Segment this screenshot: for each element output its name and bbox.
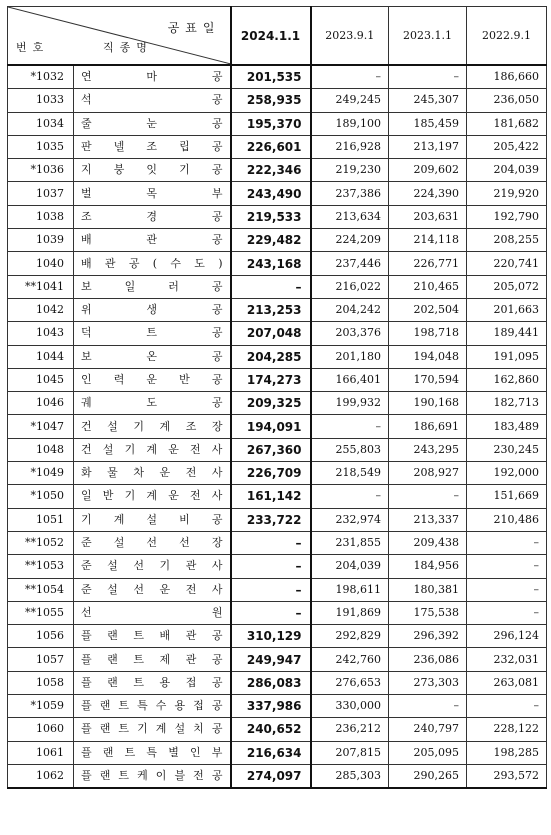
- job-name-cell: [74, 298, 231, 321]
- table-row: [8, 392, 547, 415]
- job-name-text: 석 공: [81, 93, 223, 107]
- job-name-text: 판 넬 조 립 공: [81, 140, 223, 154]
- wage-2024-1-1-cell: 240,652: [231, 718, 311, 741]
- table-row: [8, 741, 547, 764]
- wage-2023-9-1-cell: 219,230: [311, 159, 389, 182]
- wage-2024-1-1-cell: 258,935: [231, 89, 311, 112]
- wage-2024-1-1-cell: 194,091: [231, 415, 311, 438]
- wage-table-container: [7, 6, 546, 789]
- table-row: [8, 648, 547, 671]
- wage-2024-1-1-cell: 243,490: [231, 182, 311, 205]
- job-name-text: 배 관 공: [81, 233, 223, 247]
- wage-2023-9-1-cell: 216,928: [311, 135, 389, 158]
- table-row: [8, 485, 547, 508]
- job-name-text: 화 물 차 운 전 사: [81, 466, 223, 480]
- wage-2023-1-1-cell: 213,337: [389, 508, 467, 531]
- job-name-text: 기 계 설 비 공: [81, 512, 223, 526]
- wage-table: [7, 6, 547, 789]
- wage-2024-1-1-cell: –: [231, 578, 311, 601]
- wage-2023-1-1-cell: 209,438: [389, 531, 467, 554]
- job-name-text: 줄 눈 공: [81, 116, 223, 130]
- table-row: [8, 135, 547, 158]
- wage-2023-9-1-cell: 213,634: [311, 205, 389, 228]
- job-code-cell: 1043: [8, 322, 74, 345]
- wage-2024-1-1-cell: –: [231, 275, 311, 298]
- wage-2024-1-1-cell: –: [231, 601, 311, 624]
- job-name-cell: [74, 89, 231, 112]
- job-name-cell: [74, 718, 231, 741]
- wage-2022-9-1-cell: 205,422: [467, 135, 547, 158]
- header-diagonal-cell: [8, 7, 231, 66]
- job-name-cell: [74, 601, 231, 624]
- wage-2022-9-1-cell: 210,486: [467, 508, 547, 531]
- job-code-cell: *1036: [8, 159, 74, 182]
- job-name-cell: [74, 392, 231, 415]
- job-name-text: 플 랜 트 용 접 공: [81, 675, 223, 689]
- wage-2023-9-1-cell: 285,303: [311, 764, 389, 788]
- wage-2023-9-1-cell: 330,000: [311, 695, 389, 718]
- wage-2022-9-1-cell: 186,660: [467, 65, 547, 89]
- job-name-cell: [74, 648, 231, 671]
- wage-2022-9-1-cell: 182,713: [467, 392, 547, 415]
- wage-2023-9-1-cell: 276,653: [311, 671, 389, 694]
- wage-2023-1-1-cell: 243,295: [389, 438, 467, 461]
- table-row: [8, 555, 547, 578]
- wage-2023-1-1-cell: 224,390: [389, 182, 467, 205]
- job-code-cell: 1034: [8, 112, 74, 135]
- wage-2023-9-1-cell: 249,245: [311, 89, 389, 112]
- wage-2024-1-1-cell: –: [231, 555, 311, 578]
- table-row: [8, 275, 547, 298]
- job-name-cell: [74, 182, 231, 205]
- wage-2022-9-1-cell: 208,255: [467, 229, 547, 252]
- job-code-cell: 1046: [8, 392, 74, 415]
- job-code-cell: *1049: [8, 462, 74, 485]
- wage-2023-1-1-cell: 203,631: [389, 205, 467, 228]
- column-header-2023-1-1: 2023.1.1: [389, 7, 467, 66]
- wage-2024-1-1-cell: 207,048: [231, 322, 311, 345]
- job-name-cell: [74, 578, 231, 601]
- wage-2022-9-1-cell: 236,050: [467, 89, 547, 112]
- job-name-text: 보 일 러 공: [81, 279, 223, 293]
- table-row: [8, 764, 547, 788]
- job-code-cell: 1051: [8, 508, 74, 531]
- job-name-cell: [74, 229, 231, 252]
- job-name-cell: [74, 135, 231, 158]
- wage-2023-1-1-cell: 170,594: [389, 368, 467, 391]
- wage-2023-9-1-cell: 237,386: [311, 182, 389, 205]
- table-row: [8, 508, 547, 531]
- wage-2024-1-1-cell: 213,253: [231, 298, 311, 321]
- job-code-cell: 1056: [8, 625, 74, 648]
- table-row: [8, 368, 547, 391]
- wage-2024-1-1-cell: 337,986: [231, 695, 311, 718]
- table-row: [8, 322, 547, 345]
- wage-2022-9-1-cell: 191,095: [467, 345, 547, 368]
- job-name-text: 준 설 선 운 전 사: [81, 582, 223, 596]
- job-code-cell: 1048: [8, 438, 74, 461]
- job-code-cell: 1037: [8, 182, 74, 205]
- job-name-text: 궤 도 공: [81, 396, 223, 410]
- wage-2022-9-1-cell: 220,741: [467, 252, 547, 275]
- job-code-cell: 1033: [8, 89, 74, 112]
- wage-2023-1-1-cell: –: [389, 65, 467, 89]
- number-column-label: 번호: [16, 41, 50, 54]
- table-row: [8, 695, 547, 718]
- job-name-text: 연 마 공: [81, 70, 223, 84]
- job-name-column-label: 직종명: [103, 41, 153, 54]
- wage-2024-1-1-cell: 222,346: [231, 159, 311, 182]
- table-row: [8, 531, 547, 554]
- job-name-cell: [74, 415, 231, 438]
- wage-2023-9-1-cell: 242,760: [311, 648, 389, 671]
- wage-2024-1-1-cell: 226,601: [231, 135, 311, 158]
- job-name-cell: [74, 205, 231, 228]
- wage-2023-9-1-cell: 218,549: [311, 462, 389, 485]
- wage-2023-1-1-cell: 214,118: [389, 229, 467, 252]
- job-name-cell: [74, 65, 231, 89]
- job-code-cell: **1041: [8, 275, 74, 298]
- wage-2022-9-1-cell: 192,790: [467, 205, 547, 228]
- wage-2022-9-1-cell: –: [467, 578, 547, 601]
- job-code-cell: *1047: [8, 415, 74, 438]
- job-code-cell: **1055: [8, 601, 74, 624]
- wage-2023-1-1-cell: 175,538: [389, 601, 467, 624]
- wage-2023-1-1-cell: 273,303: [389, 671, 467, 694]
- wage-2024-1-1-cell: 286,083: [231, 671, 311, 694]
- wage-2024-1-1-cell: 267,360: [231, 438, 311, 461]
- table-row: [8, 718, 547, 741]
- column-header-2023-9-1: 2023.9.1: [311, 7, 389, 66]
- job-name-cell: [74, 368, 231, 391]
- table-row: [8, 89, 547, 112]
- job-name-text: 인 력 운 반 공: [81, 373, 223, 386]
- wage-2023-9-1-cell: 203,376: [311, 322, 389, 345]
- wage-2022-9-1-cell: –: [467, 555, 547, 578]
- table-row: [8, 625, 547, 648]
- job-name-text: 위 생 공: [81, 303, 223, 317]
- job-name-text: 플 랜 트 제 관 공: [81, 652, 223, 666]
- job-code-cell: 1042: [8, 298, 74, 321]
- table-row: [8, 462, 547, 485]
- wage-2023-1-1-cell: 245,307: [389, 89, 467, 112]
- wage-2023-1-1-cell: 184,956: [389, 555, 467, 578]
- announce-date-label: 공표일: [167, 21, 221, 35]
- wage-2023-1-1-cell: 209,602: [389, 159, 467, 182]
- wage-2023-9-1-cell: 166,401: [311, 368, 389, 391]
- wage-2024-1-1-cell: 216,634: [231, 741, 311, 764]
- wage-2024-1-1-cell: 174,273: [231, 368, 311, 391]
- wage-2023-9-1-cell: 216,022: [311, 275, 389, 298]
- job-code-cell: *1050: [8, 485, 74, 508]
- job-name-cell: [74, 764, 231, 788]
- job-code-cell: *1059: [8, 695, 74, 718]
- wage-2022-9-1-cell: 192,000: [467, 462, 547, 485]
- job-name-cell: [74, 625, 231, 648]
- wage-2022-9-1-cell: 198,285: [467, 741, 547, 764]
- job-code-cell: **1053: [8, 555, 74, 578]
- table-row: [8, 182, 547, 205]
- wage-2022-9-1-cell: –: [467, 531, 547, 554]
- wage-2022-9-1-cell: 205,072: [467, 275, 547, 298]
- job-name-text: 건 설 기 계 운 전 사: [81, 442, 223, 456]
- job-name-cell: [74, 438, 231, 461]
- wage-2023-9-1-cell: –: [311, 415, 389, 438]
- job-name-text: 배 관 공 ( 수 도 ): [81, 256, 223, 270]
- job-name-text: 일 반 기 계 운 전 사: [81, 489, 223, 503]
- wage-2023-9-1-cell: 204,242: [311, 298, 389, 321]
- wage-2023-9-1-cell: 204,039: [311, 555, 389, 578]
- wage-2022-9-1-cell: 183,489: [467, 415, 547, 438]
- table-row: [8, 601, 547, 624]
- table-row: [8, 298, 547, 321]
- wage-2023-9-1-cell: –: [311, 65, 389, 89]
- wage-2022-9-1-cell: 181,682: [467, 112, 547, 135]
- table-row: [8, 671, 547, 694]
- wage-2024-1-1-cell: 195,370: [231, 112, 311, 135]
- wage-2023-1-1-cell: 180,381: [389, 578, 467, 601]
- wage-2023-9-1-cell: –: [311, 485, 389, 508]
- wage-2023-1-1-cell: 198,718: [389, 322, 467, 345]
- wage-2022-9-1-cell: 230,245: [467, 438, 547, 461]
- wage-2023-9-1-cell: 224,209: [311, 229, 389, 252]
- job-name-text: 조 경 공: [81, 209, 223, 223]
- wage-2022-9-1-cell: 162,860: [467, 368, 547, 391]
- wage-2022-9-1-cell: 263,081: [467, 671, 547, 694]
- wage-2022-9-1-cell: –: [467, 695, 547, 718]
- wage-2023-1-1-cell: 210,465: [389, 275, 467, 298]
- job-name-cell: [74, 112, 231, 135]
- job-name-cell: [74, 275, 231, 298]
- wage-2023-1-1-cell: 190,168: [389, 392, 467, 415]
- wage-2024-1-1-cell: 226,709: [231, 462, 311, 485]
- wage-2023-1-1-cell: –: [389, 485, 467, 508]
- job-code-cell: 1057: [8, 648, 74, 671]
- wage-2024-1-1-cell: 274,097: [231, 764, 311, 788]
- wage-2024-1-1-cell: 249,947: [231, 648, 311, 671]
- job-name-cell: [74, 671, 231, 694]
- wage-2024-1-1-cell: 229,482: [231, 229, 311, 252]
- job-name-cell: [74, 322, 231, 345]
- job-name-cell: [74, 345, 231, 368]
- wage-2022-9-1-cell: 296,124: [467, 625, 547, 648]
- wage-2024-1-1-cell: 310,129: [231, 625, 311, 648]
- wage-2022-9-1-cell: 293,572: [467, 764, 547, 788]
- wage-2023-9-1-cell: 207,815: [311, 741, 389, 764]
- job-name-text: 보 온 공: [81, 349, 223, 363]
- job-code-cell: **1054: [8, 578, 74, 601]
- job-code-cell: **1052: [8, 531, 74, 554]
- table-body: [8, 7, 547, 789]
- wage-2023-1-1-cell: –: [389, 695, 467, 718]
- job-name-cell: [74, 531, 231, 554]
- table-row: [8, 415, 547, 438]
- job-name-cell: [74, 252, 231, 275]
- wage-2024-1-1-cell: 161,142: [231, 485, 311, 508]
- wage-2022-9-1-cell: 228,122: [467, 718, 547, 741]
- job-name-text: 벌 목 부: [81, 186, 223, 200]
- table-row: [8, 205, 547, 228]
- table-header-row: [8, 7, 547, 66]
- table-row: [8, 252, 547, 275]
- job-name-cell: [74, 555, 231, 578]
- column-header-2024-1-1: 2024.1.1: [231, 7, 311, 66]
- job-name-text: 플 랜 트 특 별 인 부: [81, 745, 223, 759]
- wage-2023-9-1-cell: 191,869: [311, 601, 389, 624]
- wage-2023-9-1-cell: 201,180: [311, 345, 389, 368]
- job-name-text: 플 랜 트 배 관 공: [81, 629, 223, 643]
- job-name-text: 플 랜 트 특 수 용 접 공: [81, 699, 223, 713]
- wage-2023-9-1-cell: 189,100: [311, 112, 389, 135]
- wage-2023-1-1-cell: 213,197: [389, 135, 467, 158]
- job-name-text: 건 설 기 계 조 장: [81, 419, 223, 433]
- job-name-cell: [74, 741, 231, 764]
- job-code-cell: 1060: [8, 718, 74, 741]
- job-name-cell: [74, 462, 231, 485]
- wage-2023-9-1-cell: 198,611: [311, 578, 389, 601]
- table-row: [8, 578, 547, 601]
- job-name-cell: [74, 485, 231, 508]
- wage-2023-1-1-cell: 208,927: [389, 462, 467, 485]
- job-name-cell: [74, 508, 231, 531]
- wage-2023-9-1-cell: 231,855: [311, 531, 389, 554]
- wage-2024-1-1-cell: –: [231, 531, 311, 554]
- job-code-cell: 1040: [8, 252, 74, 275]
- job-code-cell: 1061: [8, 741, 74, 764]
- wage-2023-1-1-cell: 202,504: [389, 298, 467, 321]
- wage-2022-9-1-cell: 189,441: [467, 322, 547, 345]
- wage-2024-1-1-cell: 243,168: [231, 252, 311, 275]
- job-code-cell: 1038: [8, 205, 74, 228]
- job-name-text: 플 랜 트 케 이 블 전 공: [81, 769, 223, 783]
- job-name-text: 준 설 선 선 장: [81, 536, 223, 550]
- job-name-text: 선 원: [81, 605, 223, 619]
- wage-2023-1-1-cell: 194,048: [389, 345, 467, 368]
- job-code-cell: 1058: [8, 671, 74, 694]
- wage-2024-1-1-cell: 219,533: [231, 205, 311, 228]
- wage-2022-9-1-cell: –: [467, 601, 547, 624]
- job-code-cell: 1044: [8, 345, 74, 368]
- wage-2023-9-1-cell: 236,212: [311, 718, 389, 741]
- wage-2023-9-1-cell: 255,803: [311, 438, 389, 461]
- column-header-2022-9-1: 2022.9.1: [467, 7, 547, 66]
- job-name-cell: [74, 159, 231, 182]
- wage-2024-1-1-cell: 204,285: [231, 345, 311, 368]
- job-code-cell: 1045: [8, 368, 74, 391]
- table-row: [8, 229, 547, 252]
- wage-2022-9-1-cell: 204,039: [467, 159, 547, 182]
- wage-2024-1-1-cell: 209,325: [231, 392, 311, 415]
- wage-2023-1-1-cell: 186,691: [389, 415, 467, 438]
- wage-2024-1-1-cell: 201,535: [231, 65, 311, 89]
- job-code-cell: 1062: [8, 764, 74, 788]
- wage-2023-1-1-cell: 240,797: [389, 718, 467, 741]
- wage-2023-9-1-cell: 292,829: [311, 625, 389, 648]
- job-name-text: 덕 트 공: [81, 326, 223, 340]
- table-row: [8, 438, 547, 461]
- wage-2023-9-1-cell: 199,932: [311, 392, 389, 415]
- job-code-cell: 1039: [8, 229, 74, 252]
- table-row: [8, 345, 547, 368]
- table-row: [8, 65, 547, 89]
- table-row: [8, 159, 547, 182]
- wage-2024-1-1-cell: 233,722: [231, 508, 311, 531]
- wage-2023-1-1-cell: 290,265: [389, 764, 467, 788]
- wage-2023-9-1-cell: 237,446: [311, 252, 389, 275]
- wage-2022-9-1-cell: 201,663: [467, 298, 547, 321]
- wage-2022-9-1-cell: 151,669: [467, 485, 547, 508]
- wage-2022-9-1-cell: 219,920: [467, 182, 547, 205]
- job-name-text: 준 설 선 기 관 사: [81, 559, 223, 573]
- wage-2023-1-1-cell: 185,459: [389, 112, 467, 135]
- job-code-cell: 1035: [8, 135, 74, 158]
- wage-2023-1-1-cell: 205,095: [389, 741, 467, 764]
- wage-2023-1-1-cell: 236,086: [389, 648, 467, 671]
- job-code-cell: *1032: [8, 65, 74, 89]
- table-row: [8, 112, 547, 135]
- job-name-text: 지 붕 잇 기 공: [81, 163, 223, 177]
- wage-2023-1-1-cell: 296,392: [389, 625, 467, 648]
- job-name-text: 플 랜 트 기 계 설 치 공: [81, 722, 223, 736]
- job-name-cell: [74, 695, 231, 718]
- wage-2023-9-1-cell: 232,974: [311, 508, 389, 531]
- wage-2022-9-1-cell: 232,031: [467, 648, 547, 671]
- wage-2023-1-1-cell: 226,771: [389, 252, 467, 275]
